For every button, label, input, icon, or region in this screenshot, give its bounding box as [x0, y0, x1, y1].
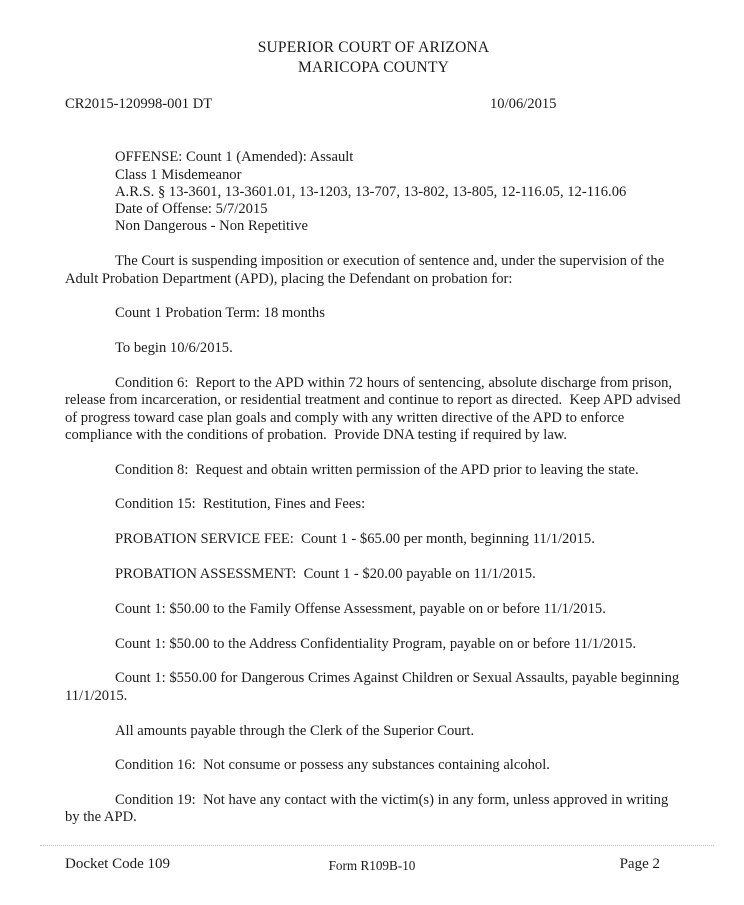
paragraph-condition-6: Condition 6: Report to the APD within 72 hours of sentencing, absolute discharge from prison, release from incarceration, or residential treatment and continue to report as directed. Keep APD advised of progress toward case plan goals and comply with any written directive of the APD to enforce compliance with the conditions of probation. Provide DNA testing if required by law. [65, 374, 685, 443]
paragraph-begin-date: To begin 10/6/2015. [115, 340, 233, 357]
paragraph-probation-service-fee: PROBATION SERVICE FEE: Count 1 - $65.00 per month, beginning 11/1/2015. [115, 531, 595, 548]
paragraph-probation-order: The Court is suspending imposition or execution of sentence and, under the supervision of the Adult Probation Department (APD), placing the Defendant on probation for: [65, 253, 668, 287]
docket-code: Docket Code 109 [65, 856, 170, 872]
paragraph-probation-term: Count 1 Probation Term: 18 months [115, 305, 325, 322]
county-name: MARICOPA COUNTY [298, 59, 449, 76]
paragraph-probation-assessment: PROBATION ASSESSMENT: Count 1 - $20.00 payable on 11/1/2015. [115, 566, 536, 583]
case-info-row [65, 96, 682, 113]
footer-divider [40, 845, 714, 846]
paragraph-family-offense-assessment: Count 1: $50.00 to the Family Offense Assessment, payable on or before 11/1/2015. [115, 600, 606, 617]
offense-title-line: OFFENSE: Count 1 (Amended): Assault [115, 149, 354, 166]
offense-block [115, 149, 682, 235]
paragraph-amounts-payable: All amounts payable through the Clerk of the Superior Court. [115, 722, 475, 739]
paragraph-condition-15: Condition 15: Restitution, Fines and Fees: [115, 496, 366, 513]
paragraph-dangerous-crimes-fee: Count 1: $550.00 for Dangerous Crimes Against Children or Sexual Assaults, payable beginning 11/1/2015. [65, 670, 683, 704]
paragraph-condition-19: Condition 19: Not have any contact with the victim(s) in any form, unless approved in writing by the APD. [65, 792, 672, 826]
paragraph-address-confidentiality: Count 1: $50.00 to the Address Confidentiality Program, payable on or before 11/1/2015. [115, 635, 637, 652]
minute-entry-date: 10/06/2015 [490, 96, 557, 112]
form-number: Form R109B-10 [328, 858, 416, 873]
offense-designation-line: Non Dangerous - Non Repetitive [115, 218, 308, 235]
document-body [65, 253, 685, 826]
page-number: Page 2 [619, 856, 660, 872]
offense-date-line: Date of Offense: 5/7/2015 [115, 201, 268, 218]
offense-class-line: Class 1 Misdemeanor [115, 166, 242, 183]
document-footer [0, 845, 744, 885]
offense-statutes-line: A.R.S. § 13-3601, 13-3601.01, 13-1203, 13-707, 13-802, 13-805, 12-116.05, 12-116.06 [115, 183, 627, 200]
document-header [65, 38, 682, 78]
paragraph-condition-16: Condition 16: Not consume or possess any substances containing alcohol. [115, 757, 550, 774]
court-name: SUPERIOR COURT OF ARIZONA [257, 39, 490, 56]
paragraph-condition-8: Condition 8: Request and obtain written permission of the APD prior to leaving the state. [115, 461, 639, 478]
case-number: CR2015-120998-001 DT [65, 96, 213, 112]
